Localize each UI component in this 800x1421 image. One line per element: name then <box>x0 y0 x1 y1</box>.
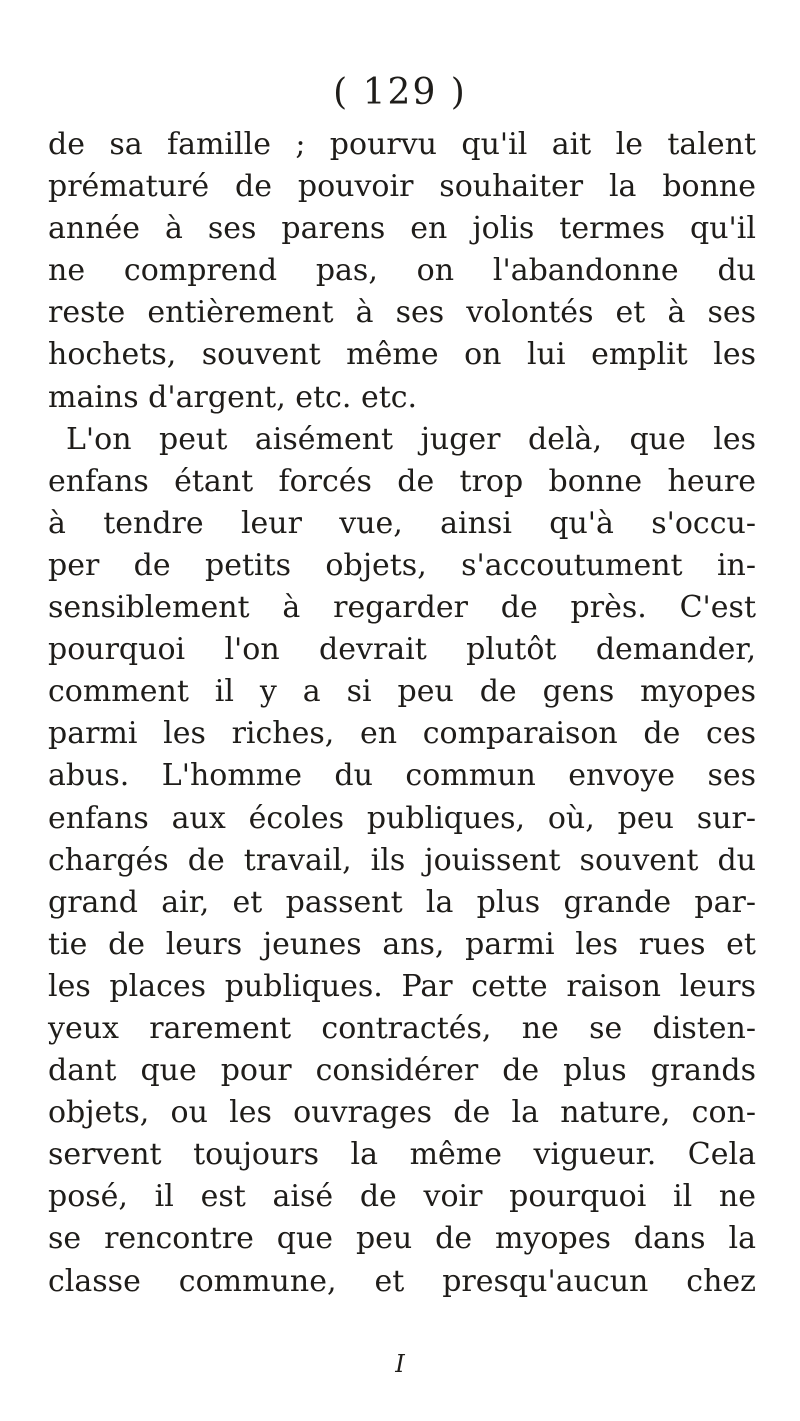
text-line: comment il y a si peu de gens myopes <box>48 674 756 710</box>
text-line: à tendre leur vue, ainsi qu'à s'occu- <box>48 505 756 541</box>
body-text <box>48 124 756 1303</box>
text-line: sensiblement à regarder de près. C'est <box>48 590 756 626</box>
text-line: posé, il est aisé de voir pourquoi il ne <box>48 1179 756 1215</box>
text-line: mains d'argent, etc. etc. <box>48 379 418 415</box>
text-line: prématuré de pouvoir souhaiter la bonne <box>48 169 756 205</box>
signature-mark: I <box>395 1350 405 1378</box>
text-line: servent toujours la même vigueur. Cela <box>48 1137 756 1173</box>
text-line: reste entièrement à ses volontés et à ses <box>48 295 756 331</box>
text-line: dant que pour considérer de plus grands <box>48 1053 756 1089</box>
text-line: chargés de travail, ils jouissent souvent du <box>48 842 756 878</box>
text-line: objets, ou les ouvrages de la nature, con- <box>48 1095 756 1131</box>
text-line: hochets, souvent même on lui emplit les <box>48 337 756 373</box>
text-line: per de petits objets, s'accoutument in- <box>48 547 756 583</box>
text-line: L'on peut aisément juger delà, que les <box>66 421 756 457</box>
text-line: parmi les riches, en comparaison de ces <box>48 716 756 752</box>
text-line: tie de leurs jeunes ans, parmi les rues et <box>48 926 756 962</box>
text-line: grand air, et passent la plus grande par- <box>48 884 756 920</box>
text-line: yeux rarement contractés, ne se disten- <box>48 1010 756 1046</box>
text-line: les places publiques. Par cette raison leurs <box>48 968 756 1004</box>
text-line: de sa famille ; pourvu qu'il ait le talent <box>48 127 756 162</box>
text-line: ne comprend pas, on l'abandonne du <box>48 253 756 289</box>
text-line: classe commune, et presqu'aucun chez <box>48 1263 756 1299</box>
text-line: se rencontre que peu de myopes dans la <box>48 1221 756 1257</box>
text-line: pourquoi l'on devrait plutôt demander, <box>48 632 756 668</box>
text-line: année à ses parens en jolis termes qu'il <box>48 211 756 247</box>
text-line: abus. L'homme du commun envoye ses <box>48 758 756 794</box>
page-number: ( 129 ) <box>333 72 467 113</box>
text-line: enfans étant forcés de trop bonne heure <box>48 463 756 499</box>
text-line: enfans aux écoles publiques, où, peu sur- <box>48 800 756 836</box>
